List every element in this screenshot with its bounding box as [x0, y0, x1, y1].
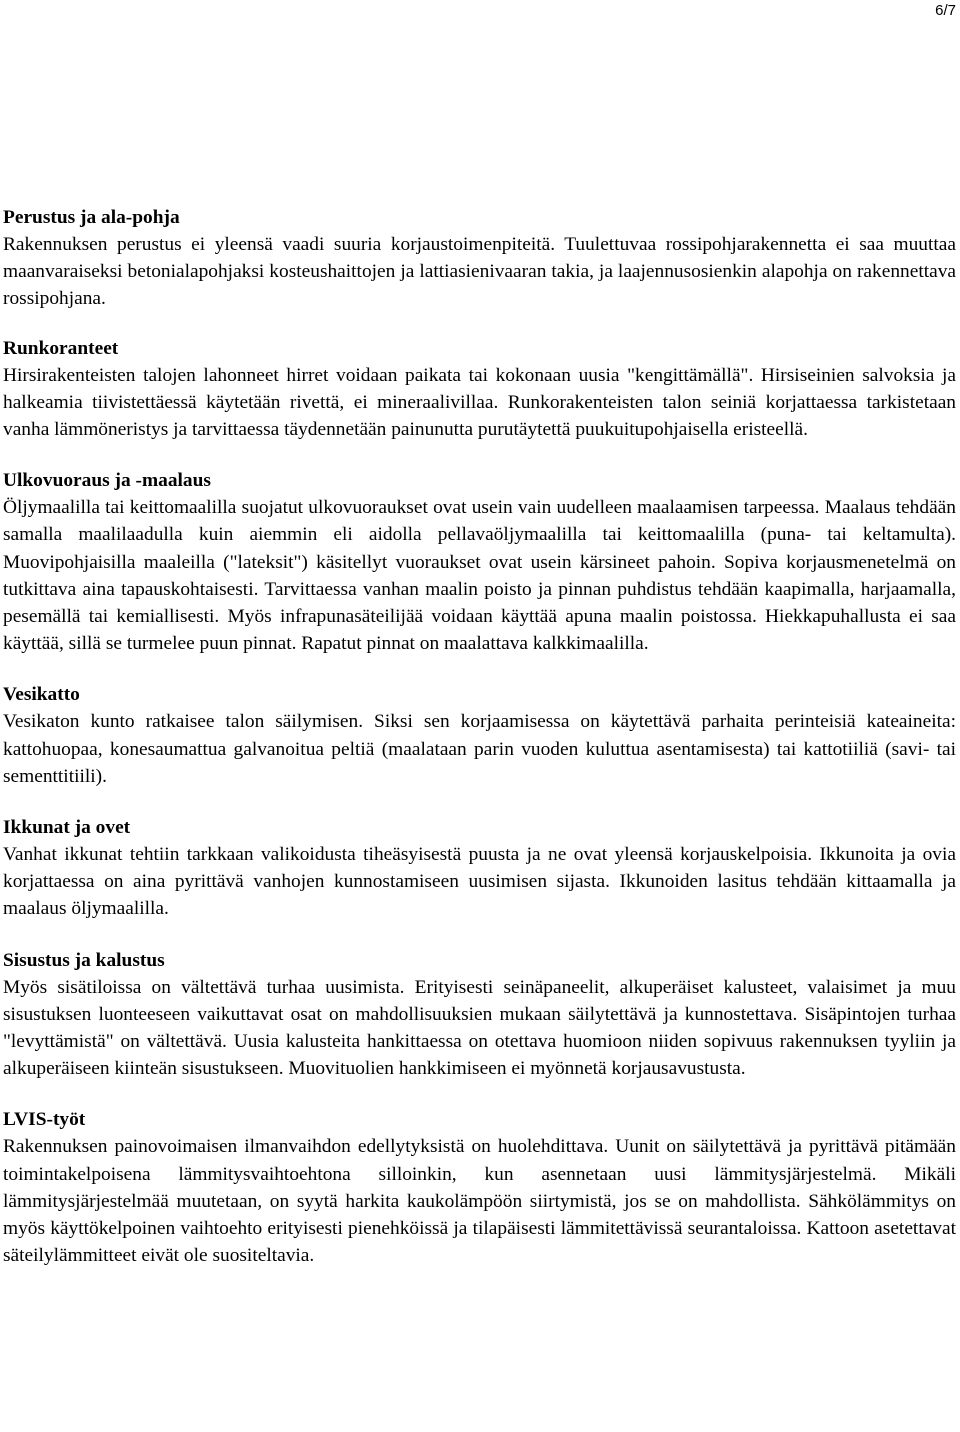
section-paragraph: Myös sisätiloissa on vältettävä turhaa uusimista. Erityisesti seinäpaneelit, alkuperäiset kalusteet, valaisimet ja muu sisustuksen luonteeseen vaikuttavat osat on mahdollisuuksien mukaan säilytettävä ja kunnostettava. Sisäpintojen turhaa "levyttämistä" on vältettävä. Uusia kalusteita hankittaessa on otettava huomioon niiden sopivuus rakennuksen tyyliin ja alkuperäiseen kiinteän sisustukseen. Muovituolien hankkimiseen ei myönnetä korjausavustusta. [3, 976, 956, 1080]
section-sisustus [3, 947, 956, 1083]
section-paragraph: Rakennuksen painovoimaisen ilmanvaihdon edellytyksistä on huolehdittava. Uunit on säilytettävä ja pyrittävä pitämään toimintakelpoisena lämmitysvaihtoehtona silloinkin, kun asennetaan uusi lämmitysjärjestelmä. Mikäli lämmitysjärjestelmää muutetaan, on syytä harkita kaukolämpöön siirtymistä, jos se on mahdollista. Sähkölämmitys on myös käyttökelpoinen vaihtoehto erityisesti pienehköissä ja tilapäisesti lämmitettävissä seurantaloissa. Kattoon asetettavat säteilylämmitteet eivät ole suositeltavia. [3, 1136, 956, 1267]
section-heading: Runkoranteet [3, 337, 119, 359]
section-paragraph: Hirsirakenteisten talojen lahonneet hirret voidaan paikata tai kokonaan uusia "kengittämällä". Hirsiseinien salvoksia ja halkeamia tiivistettäessä käytetään rivettä, ei mineraalivillaa. Runkorakenteisten talon seiniä korjattaessa tarkistetaan vanha lämmöneristys ja tarvittaessa täydennetään painunutta purutäytettä puukuitupohjaisella eristeellä. [3, 364, 956, 441]
section-paragraph: Öljymaalilla tai keittomaalilla suojatut ulkovuoraukset ovat usein vain uudelleen maalaamisen tarpeessa. Maalaus tehdään samalla maalilaadulla kuin aiemmin eli aidolla pellavaöljymaalilla tai keittomaalilla (puna- tai keltamulta). Muovipohjaisilla maaleilla ("lateksit") käsitellyt vuoraukset ovat usein kärsineet pahoin. Sopiva korjausmenetelmä on tutkittava aina tapauskohtaisesti. Tarvittaessa vanhan maalin poisto ja pinnan puhdistus tehdään kaapimalla, harjaamalla, pesemällä tai kemiallisesti. Myös infrapunasäteilijää voidaan käyttää apuna maalin poistossa. Hiekkapuhallusta ei saa käyttää, sillä se turmelee puun pinnat. Rapatut pinnat on maalattava kalkkimaalilla. [3, 497, 956, 655]
section-paragraph: Vanhat ikkunat tehtiin tarkkaan valikoidusta tiheäsyisestä puusta ja ne ovat yleensä korjauskelpoisia. Ikkunoita ja ovia korjattaessa on aina pyrittävä vanhojen kunnostamiseen uusimisen sijasta. Ikkunoiden lasitus tehdään kittaamalla ja maalaus öljymaalilla. [3, 844, 956, 920]
section-ikkunat [3, 814, 956, 923]
section-heading: Ulkovuoraus ja -maalaus [3, 470, 211, 492]
section-heading: Vesikatto [3, 684, 80, 706]
section-runkoranteet [3, 335, 956, 444]
section-heading: LVIS-työt [3, 1109, 86, 1131]
section-heading: Sisustus ja kalustus [3, 949, 165, 971]
section-heading: Perustus ja ala-pohja [3, 207, 180, 228]
section-vesikatto [3, 681, 956, 790]
section-heading: Ikkunat ja ovet [3, 817, 131, 839]
section-perustus [3, 204, 956, 313]
section-lvis [3, 1106, 956, 1269]
section-paragraph: Rakennuksen perustus ei yleensä vaadi suuria korjaustoimenpiteitä. Tuulettuvaa rossipohjarakennetta ei saa muuttaa maanvaraiseksi betonialapohjaksi kosteushaittojen ja lattiasienivaaran takia, ja laajennusosienkin alapohja on rakennettava rossipohjana. [3, 234, 956, 310]
document-body [3, 204, 956, 1293]
page-number: 6/7 [935, 2, 956, 19]
section-ulkovuoraus [3, 467, 956, 657]
section-paragraph: Vesikaton kunto ratkaisee talon säilymisen. Siksi sen korjaamisessa on käytettävä parhaita perinteisiä kateaineita: kattohuopaa, konesaumattua galvanoitua peltiä (maalataan parin vuoden kuluttua asentamisesta) tai kattotiiliä (savi- tai sementtitiili). [3, 711, 956, 787]
